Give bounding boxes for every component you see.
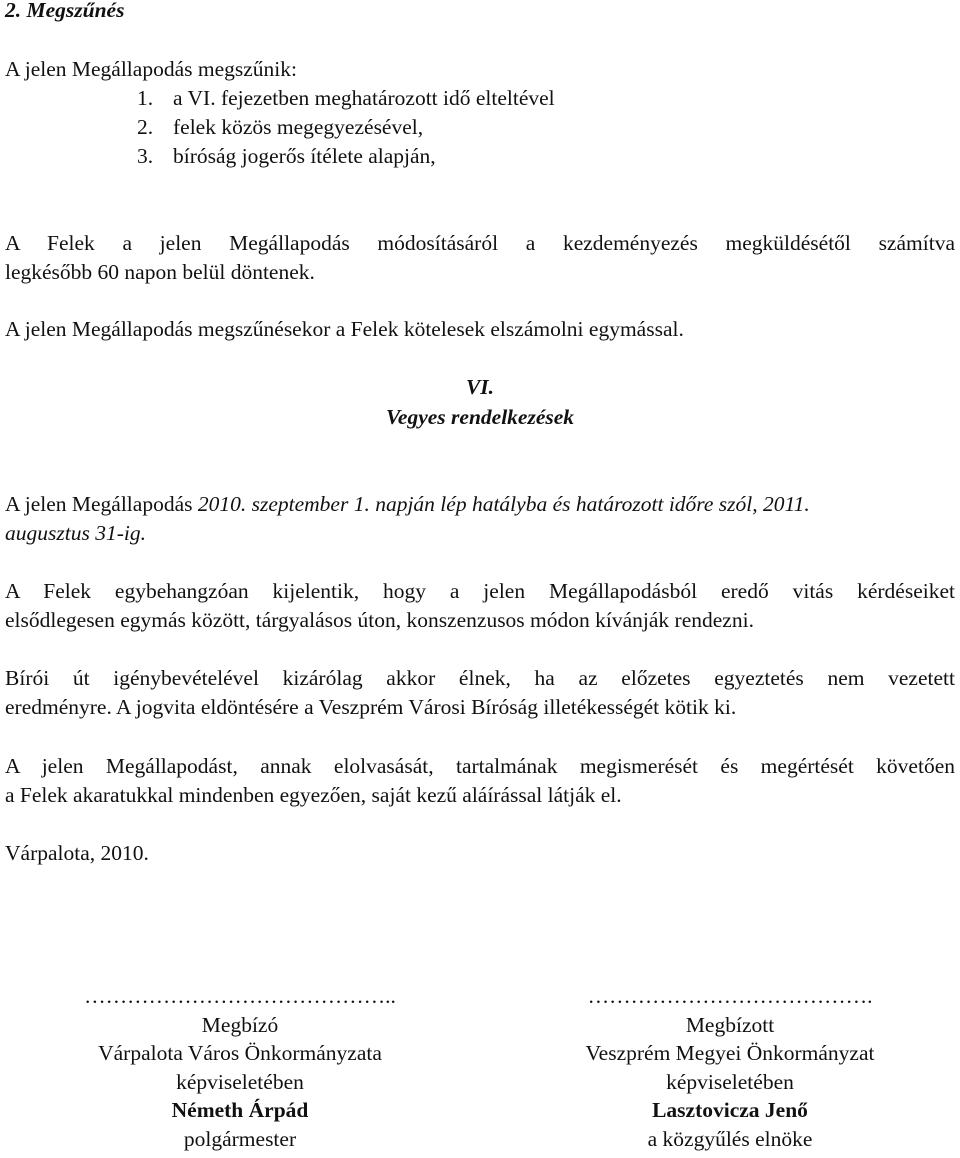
paragraph-line: A jelen Megállapodást, annak elolvasását, tartalmának megismerését és megértését követően (5, 754, 955, 778)
signature-line: …………………………………….. (84, 984, 396, 1008)
chapter-number: VI. (465, 375, 495, 399)
list-item-number: 3. (137, 144, 154, 168)
signatory-on-behalf: képviseletében (666, 1069, 794, 1094)
signatory-title: a közgyűlés elnöke (647, 1126, 813, 1151)
effective-date-end: augusztus 31-ig. (5, 521, 146, 545)
chapter-title: Vegyes rendelkezések (385, 405, 575, 429)
section-intro: A jelen Megállapodás megszűnik: (5, 57, 297, 81)
paragraph-line: a Felek akaratukkal mindenben egyezően, saját kezű aláírással látják el. (5, 783, 622, 807)
effective-date-line (5, 490, 810, 519)
paragraph: A jelen Megállapodás megszűnésekor a Felek kötelesek elszámolni egymással. (5, 317, 684, 341)
signatory-role: Megbízó (201, 1012, 279, 1037)
paragraph-line: Bírói út igénybevételével kizárólag akkor élnek, ha az előzetes egyeztetés nem vezetett (5, 666, 955, 690)
signatory-role: Megbízott (685, 1012, 775, 1037)
signatory-organization: Várpalota Város Önkormányzata (98, 1041, 382, 1065)
signatory-title: polgármester (183, 1126, 297, 1151)
place-date: Várpalota, 2010. (5, 841, 149, 865)
paragraph-line: A Felek a jelen Megállapodás módosításáról a kezdeményezés megküldésétől számítva (5, 231, 955, 255)
signatory-name: Németh Árpád (171, 1098, 309, 1122)
signature-block-principal (0, 982, 480, 1153)
paragraph-line: elsődlegesen egymás között, tárgyalásos úton, konszenzusos módon kívánják rendezni. (5, 608, 754, 632)
signatory-name: Lasztovicza Jenő (652, 1098, 808, 1122)
effective-dates: 2010. szeptember 1. napján lép hatályba és határozott időre szól, 2011. (197, 492, 810, 516)
list-item-text: felek közös megegyezésével, (173, 115, 424, 139)
list-item-number: 1. (137, 86, 154, 110)
list-item-number: 2. (137, 115, 154, 139)
signatory-organization: Veszprém Megyei Önkormányzat (585, 1041, 875, 1065)
signature-block-agent (510, 982, 950, 1153)
list-item-text: a VI. fejezetben meghatározott idő elteltével (173, 86, 555, 110)
paragraph-line: eredményre. A jogvita eldöntésére a Veszprém Városi Bíróság illetékességét kötik ki. (5, 695, 737, 719)
effective-prefix: A jelen Megállapodás (5, 492, 198, 516)
list-item-text: bíróság jogerős ítélete alapján, (173, 144, 436, 168)
section-heading: 2. Megszűnés (5, 0, 125, 22)
signature-line: …………………………………. (587, 984, 873, 1008)
paragraph-line: A Felek egybehangzóan kijelentik, hogy a jelen Megállapodásból eredő vitás kérdéseiket (5, 579, 955, 603)
signatory-on-behalf: képviseletében (176, 1069, 304, 1094)
paragraph-line: legkésőbb 60 napon belül döntenek. (5, 260, 315, 284)
